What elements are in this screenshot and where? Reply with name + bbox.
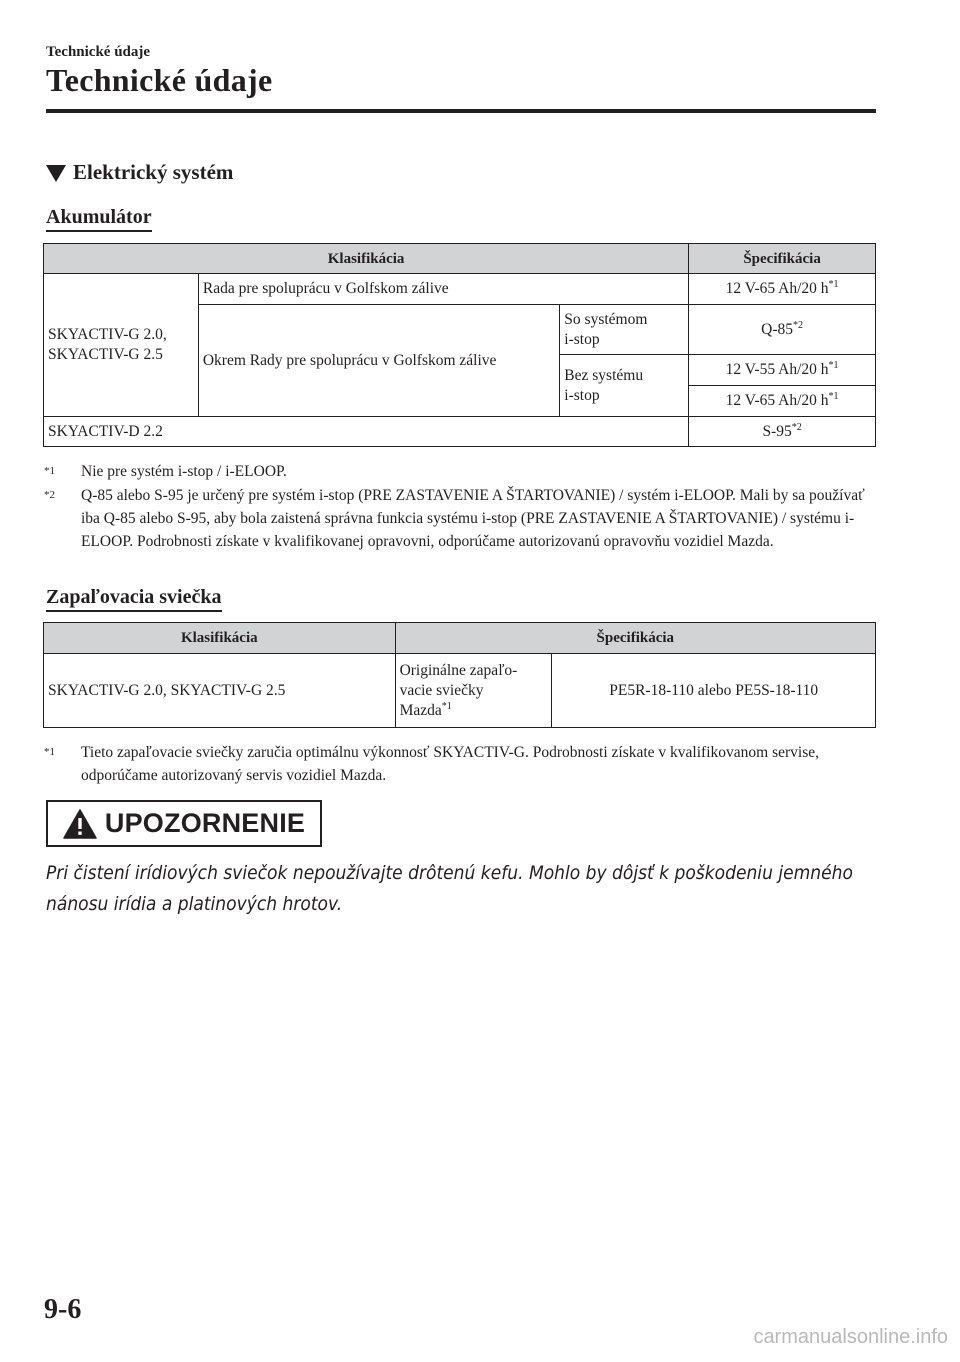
without-value2-cell	[689, 386, 876, 417]
header-classification: Klasifikácia	[44, 244, 689, 274]
gulf-value-cell	[689, 274, 876, 305]
without-istop-line2: i-stop	[564, 386, 600, 404]
footnote-ref: *2	[791, 421, 802, 433]
header-classification: Klasifikácia	[44, 623, 396, 654]
header-specification: Špecifikácia	[395, 623, 875, 654]
table-row	[44, 274, 876, 305]
battery-heading: Akumulátor	[46, 205, 152, 232]
footnote-mark: *1	[44, 746, 55, 758]
spark-type-line1: Originálne zapaľo-	[399, 661, 518, 679]
spark-plug-table	[43, 622, 876, 728]
footnote-ref: *1	[828, 359, 839, 371]
footnote-ref: *2	[793, 319, 804, 331]
footnote	[44, 741, 874, 787]
battery-table	[43, 243, 876, 447]
without-value1-cell	[689, 355, 876, 386]
engine-d-label: SKYACTIV-D 2.2	[44, 417, 689, 447]
warning-label: UPOZORNENIE	[104, 808, 306, 838]
warning-text: Pri čistení irídiových sviečok nepoužívajte drôtenú kefu. Mohlo by dôjsť k poškodeniu jemného nánosu irídia a platinových hrotov.	[46, 862, 853, 915]
footnote-ref: *1	[828, 390, 839, 402]
with-istop-value: Q-85	[761, 320, 794, 338]
with-istop-value-cell	[689, 305, 876, 355]
with-istop-cell	[560, 305, 689, 355]
footnote-text: Tieto zapaľovacie sviečky zaručia optimálnu výkonnosť SKYACTIV-G. Podrobnosti získate v kvalifikovanom servise, odporúčame autorizovaný servis vozidiel Mazda.	[81, 744, 819, 784]
table-row	[44, 654, 876, 728]
footnote-ref: *1	[441, 700, 452, 712]
warning-box	[46, 800, 322, 847]
footnote-text: Nie pre systém i-stop / i-ELOOP.	[81, 463, 287, 480]
footnote-ref: *1	[828, 278, 839, 290]
spark-value: PE5R-18-110 alebo PE5S-18-110	[552, 654, 876, 728]
section-heading-text: Elektrický systém	[73, 160, 234, 184]
gulf-label: Rada pre spoluprácu v Golfskom zálive	[198, 274, 688, 305]
engine-g-line2: SKYACTIV-G 2.5	[48, 346, 163, 363]
watermark: carmanualsonline.info	[753, 1326, 948, 1348]
without-value1: 12 V-55 Ah/20 h	[725, 361, 829, 378]
without-value2: 12 V-65 Ah/20 h	[725, 392, 829, 409]
gulf-value: 12 V-65 Ah/20 h	[725, 280, 829, 297]
spark-type-cell	[395, 654, 552, 728]
spark-engine: SKYACTIV-G 2.0, SKYACTIV-G 2.5	[44, 654, 396, 728]
with-istop-line1: So systémom	[564, 310, 648, 328]
spark-plug-heading: Zapaľovacia sviečka	[46, 585, 222, 612]
footnote	[44, 484, 874, 553]
title-rule	[46, 109, 876, 113]
warning-triangle-icon	[63, 809, 97, 839]
section-heading	[46, 160, 233, 185]
engine-d-value-cell	[689, 417, 876, 447]
without-istop-cell	[560, 355, 689, 417]
without-istop-line1: Bez systému	[564, 366, 644, 384]
engine-d-value: S-95	[762, 422, 792, 440]
header-specification: Špecifikácia	[689, 244, 876, 274]
running-header: Technické údaje	[46, 44, 151, 60]
table-header-row	[44, 244, 876, 274]
footnote-mark: *2	[44, 489, 55, 501]
spark-type-line3: Mazda	[399, 701, 442, 719]
nongulf-label: Okrem Rady pre spoluprácu v Golfskom zálive	[198, 305, 559, 417]
table-header-row	[44, 623, 876, 654]
spark-type-line2: vacie sviečky	[399, 681, 484, 699]
footnote-mark: *1	[44, 465, 55, 477]
page-number: 9-6	[44, 1294, 82, 1325]
with-istop-line2: i-stop	[564, 330, 600, 348]
table-row	[44, 417, 876, 447]
triangle-bullet-icon	[46, 165, 66, 182]
chapter-title: Technické údaje	[46, 62, 273, 98]
engine-g-cell	[44, 274, 199, 417]
footnote-text: Q-85 alebo S-95 je určený pre systém i-stop (PRE ZASTAVENIE A ŠTARTOVANIE) / systém i-ELOOP. Mali by sa používať iba Q-85 alebo S-95, aby bola zaistená správna funkcia systému i-stop (PRE ZASTAVENIE A ŠTARTOVANIE) / systému i-ELOOP. Podrobnosti získate v kvalifikovanej opravovni, odporúčame autorizovanú opravovňu vozidiel Mazda.	[81, 487, 865, 550]
engine-g-line1: SKYACTIV-G 2.0,	[48, 326, 167, 343]
footnote	[44, 460, 874, 483]
